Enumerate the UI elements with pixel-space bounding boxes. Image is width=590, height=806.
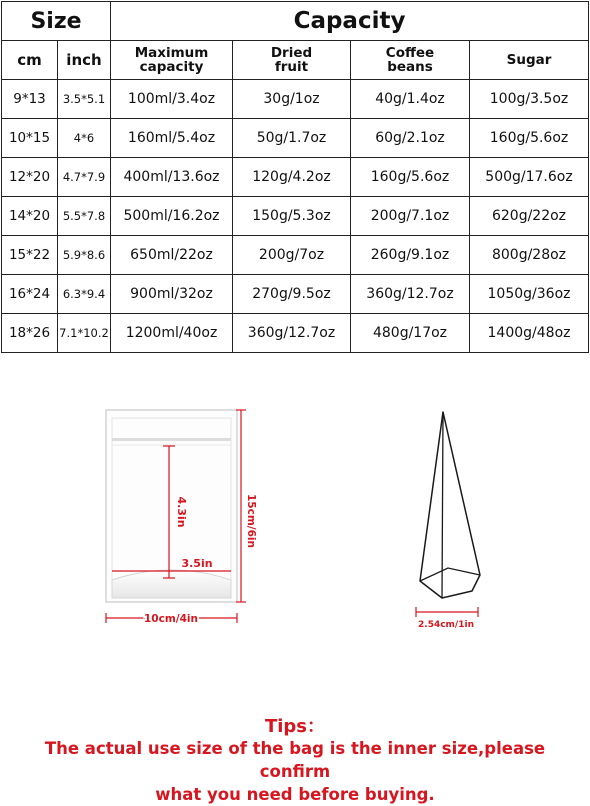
table-row [2,119,589,158]
sugar-cell: 800g/28oz [470,236,589,275]
inch-cell: 4*6 [58,119,111,158]
tips-text [10,737,580,806]
side-width-label: 2.54cm/1in [418,620,474,630]
cm-column-header: cm [2,41,58,80]
pouch-front-diagram [96,400,286,636]
coffee-beans-header-line1: Coffee [385,45,435,61]
header-row-1 [2,2,589,41]
sugar-cell: 100g/3.5oz [470,80,589,119]
dried-fruit-cell: 200g/7oz [233,236,351,275]
outer-height-label: 15cm/6in [245,494,257,548]
sugar-cell: 160g/5.6oz [470,119,589,158]
table-row [2,275,589,314]
outer-width-label: 10cm/4in [144,613,198,625]
inner-width-label: 3.5in [181,557,213,570]
max-capacity-cell: 650ml/22oz [111,236,233,275]
coffee-beans-cell: 60g/2.1oz [351,119,470,158]
max-capacity-cell: 1200ml/40oz [111,314,233,353]
dried-fruit-header-line2: fruit [274,59,309,75]
max-capacity-header-line2: capacity [139,59,204,75]
tips-text-line1: The actual use size of the bag is the inner size,please confirm [44,739,546,781]
sugar-cell: 1050g/36oz [470,275,589,314]
pouch-side-diagram [408,405,500,635]
table-row [2,197,589,236]
max-capacity-cell: 900ml/32oz [111,275,233,314]
table-row [2,314,589,353]
cm-cell: 18*26 [2,314,58,353]
dried-fruit-cell: 150g/5.3oz [233,197,351,236]
table-row [2,236,589,275]
size-header: Size [2,2,111,41]
max-capacity-header-line1: Maximum [134,45,209,61]
coffee-beans-cell: 480g/17oz [351,314,470,353]
tips-title: Tips： [264,716,326,737]
inch-cell: 3.5*5.1 [58,80,111,119]
sugar-cell: 1400g/48oz [470,314,589,353]
max-capacity-cell: 100ml/3.4oz [111,80,233,119]
sugar-column-header: Sugar [470,41,589,80]
dried-fruit-header-line1: Dried [270,45,313,61]
table-row [2,80,589,119]
dried-fruit-cell: 270g/9.5oz [233,275,351,314]
side-profile-outline [420,412,480,598]
cm-cell: 9*13 [2,80,58,119]
cm-cell: 12*20 [2,158,58,197]
tips-text-line2: what you need before buying. [155,785,435,804]
cm-cell: 16*24 [2,275,58,314]
inch-cell: 7.1*10.2 [58,314,111,353]
dried-fruit-cell: 30g/1oz [233,80,351,119]
inch-cell: 5.9*8.6 [58,236,111,275]
sugar-cell: 500g/17.6oz [470,158,589,197]
max-capacity-cell: 160ml/5.4oz [111,119,233,158]
coffee-beans-header-line2: beans [387,59,433,75]
coffee-beans-column-header [351,41,470,80]
sugar-cell: 620g/22oz [470,197,589,236]
size-capacity-table [1,1,589,353]
max-capacity-column-header [111,41,233,80]
side-profile-base [420,568,480,581]
cm-cell: 10*15 [2,119,58,158]
coffee-beans-cell: 260g/9.1oz [351,236,470,275]
cm-cell: 15*22 [2,236,58,275]
inch-cell: 5.5*7.8 [58,197,111,236]
coffee-beans-cell: 360g/12.7oz [351,275,470,314]
dried-fruit-cell: 50g/1.7oz [233,119,351,158]
coffee-beans-cell: 200g/7.1oz [351,197,470,236]
max-capacity-cell: 500ml/16.2oz [111,197,233,236]
table-row [2,158,589,197]
coffee-beans-cell: 160g/5.6oz [351,158,470,197]
header-row-2 [2,41,589,80]
inch-column-header: inch [58,41,111,80]
coffee-beans-cell: 40g/1.4oz [351,80,470,119]
inch-cell: 4.7*7.9 [58,158,111,197]
dried-fruit-cell: 360g/12.7oz [233,314,351,353]
inch-cell: 6.3*9.4 [58,275,111,314]
inner-height-label: 4.3in [175,496,188,528]
dried-fruit-column-header [233,41,351,80]
cm-cell: 14*20 [2,197,58,236]
capacity-header: Capacity [111,2,589,41]
max-capacity-cell: 400ml/13.6oz [111,158,233,197]
dried-fruit-cell: 120g/4.2oz [233,158,351,197]
zipper-track [112,438,231,441]
